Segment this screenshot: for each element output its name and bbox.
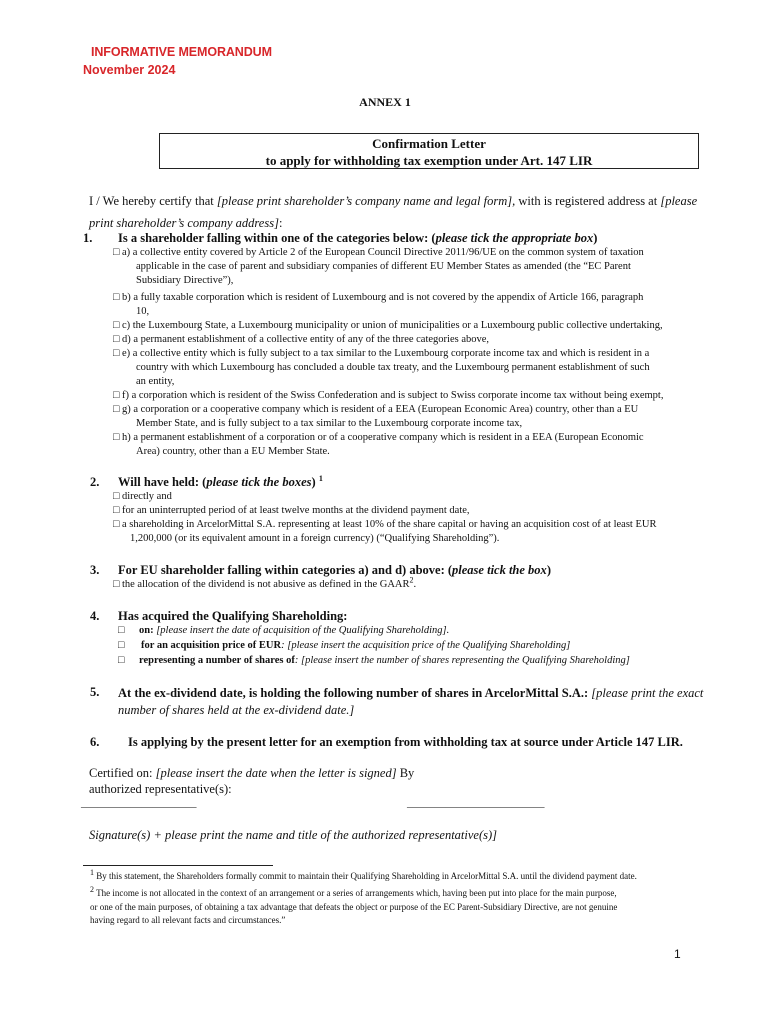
title-line-2: to apply for withholding tax exemption under Art. 147 LIR [265,153,593,168]
intro-text-2: with is registered address at [515,194,661,208]
section-6-number: 6. [90,735,100,749]
section-2-number: 2. [90,475,100,489]
option-d[interactable]: □ d) a permanent establishment of a collective entity of any of the three categories above, [113,334,490,345]
memorandum-date: November 2024 [83,63,176,77]
section-5-number: 5. [90,685,100,699]
option-h[interactable]: □ h) a permanent establishment of a corporation or of a cooperative company which is resident in a EEA (European Economic Area) country, other than a EU Member State. [113,432,644,457]
option-b[interactable]: □ b) a fully taxable corporation which is resident of Luxembourg and is not covered by the appendix of Article 166, paragraph 10, [113,292,644,317]
option-not-abusive[interactable]: □ the allocation of the dividend is not abusive as defined in the GAAR$^2$. [113,575,417,590]
option-c[interactable]: □ c) the Luxembourg State, a Luxembourg municipality or union of municipalities or a Luxembourg public collective undertaking, [113,320,663,331]
acquisition-date-row[interactable]: □ on: [please insert the date of acquisition of the Qualifying Shareholding]. [118,625,450,636]
address-placeholder: print shareholder’s company address] [89,216,279,230]
certified-block: Certified on: [please insert the date when the letter is signed] By authorized representative(s): [89,766,415,796]
option-e[interactable]: □ e) a collective entity which is fully subject to a tax similar to the Luxembourg corporate income tax and which is resident in a country with which Luxembourg has concluded a double tax treaty, and the Luxembourg permanent establishment of such an entity, [113,348,650,387]
section-1-number: 1. [83,231,93,245]
intro-text: I / We hereby certify that [89,194,217,208]
section-2-heading: Will have held: (please tick the boxes) $^1$ [118,473,323,489]
acquisition-price-row[interactable]: □ for an acquisition price of EUR: [please insert the acquisition price of the Qualifying Shareholding] [118,640,571,651]
shareholder-name-placeholder: [please print shareholder’s company name and legal form], [216,194,516,208]
section-6-heading: Is applying by the present letter for an exemption from withholding tax at source under Article 147 LIR. [128,735,683,749]
address-placeholder-start: [please [660,194,698,208]
annex-heading: ANNEX 1 [359,95,411,109]
title-line-1: Confirmation Letter [372,136,486,151]
intro-colon: : [278,216,283,230]
footnote-ref-1: 1 [318,473,323,483]
title-box [159,133,699,169]
intro-paragraph [89,190,704,234]
number-of-shares-row[interactable]: □ representing a number of shares of: [please insert the number of shares representing the Qualifying Shareholding] [118,655,630,666]
section-4-heading: Has acquired the Qualifying Shareholding: [118,609,348,623]
section-3-number: 3. [90,563,100,577]
option-f[interactable]: □ f) a corporation which is resident of the Swiss Confederation and is subject to Swiss corporate income tax without being exempt, [113,390,664,401]
memorandum-title: INFORMATIVE MEMORANDUM [91,45,272,59]
footnote-1: 1 By this statement, the Shareholders formally commit to maintain their Qualifying Shareholding in ArcelorMittal S.A. until the dividend payment date. [90,868,637,881]
option-g[interactable]: □ g) a corporation or a cooperative company which is resident of a EEA (European Economic Area) country, other than a EU Member State, and is fully subject to a tax similar to the Luxembourg corporate income tax, [113,404,639,429]
option-uninterrupted[interactable]: □ for an uninterrupted period of at least twelve months at the dividend payment date, [113,505,470,516]
section-4-number: 4. [90,609,100,623]
footnote-divider [83,865,273,866]
section-5-heading: At the ex-dividend date, is holding the following number of shares in ArcelorMittal S.A.: [please print the exact number of shares held at the ex-dividend date.] [118,686,704,717]
footnote-ref-2: 2 [409,575,414,585]
section-1-heading: Is a shareholder falling within one of the categories below: (please tick the appropriate box) [118,231,598,245]
option-a[interactable]: □ a) a collective entity covered by Article 2 of the European Council Directive 2011/96/UE on the common system of taxation applicable in the case of parent and subsidiary companies of different EU Member States as amended (the “EC Parent Subsidiary Directive”), [113,247,644,286]
signature-caption: Signature(s) + please print the name and title of the authorized representative(s)] [89,828,498,842]
footnote-2: 2 The income is not allocated in the context of an arrangement or a series of arrangements which, having been put into place for the main purpose, or one of the main purposes, of obtaining a tax advantage that defeats the object or purpose of the EC Parent-Subsidiary Directive, are not genuine having regard to all relevant facts and circumstances.” [90,885,618,925]
signature-line-1[interactable]: _____________________ [81,797,197,809]
page-number: 1 [674,947,681,961]
section-3-heading: For EU shareholder falling within categories a) and d) above: (please tick the box) [118,563,551,577]
option-directly[interactable]: □ directly and [113,491,172,502]
signature-line-2[interactable]: _________________________ [407,797,545,809]
option-shareholding[interactable]: □ a shareholding in ArcelorMittal S.A. representing at least 10% of the share capital or having an acquisition cost of at least EUR 1,200,000 (or its equivalent amount in a foreign currency) (“Qualifying Shareholding”). [113,519,657,544]
